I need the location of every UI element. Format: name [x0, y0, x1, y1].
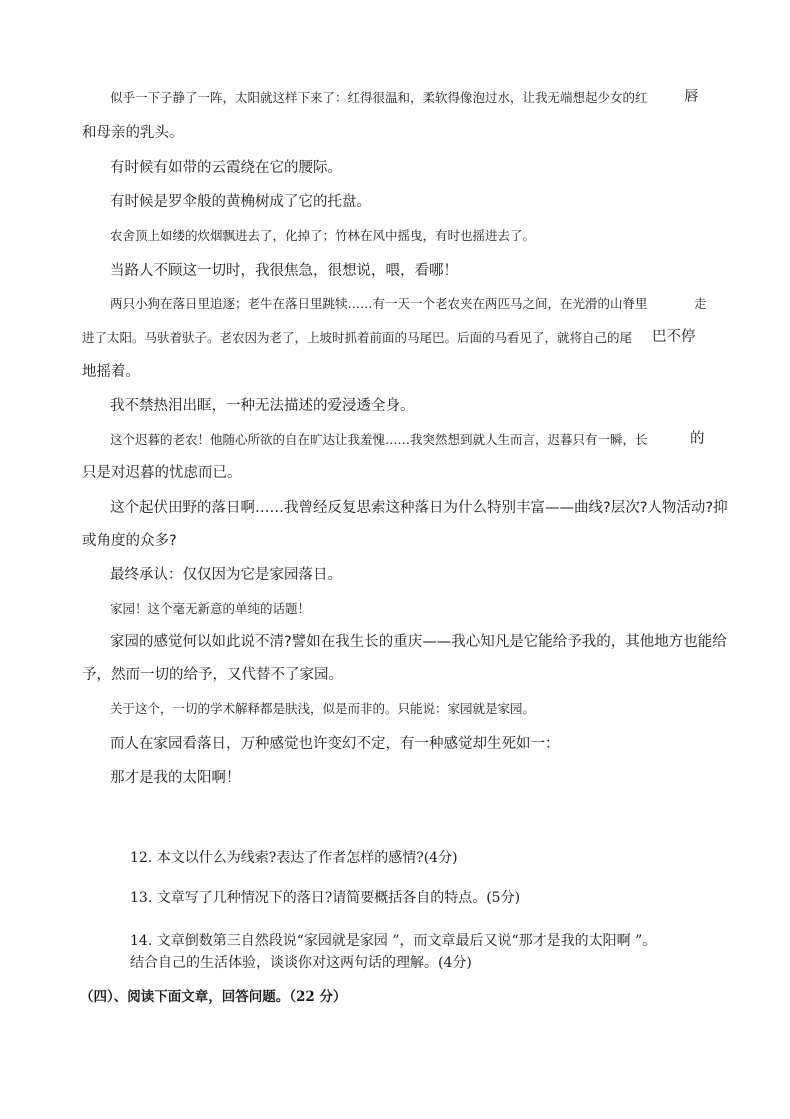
paragraph-5: 当路人不顾这一切时，我很焦急，很想说，喂，看哪！	[110, 263, 458, 279]
paragraph-8-line-1: 这个迟暮的老农！他随心所欲的自在旷达让我羞愧……我突然想到就人生而言，迟暮只有一瞬，长	[110, 432, 648, 447]
section-heading: （四）、阅读下面文章，回答问题。（22 分）	[80, 989, 347, 1005]
paragraph-12-line-2: 予，然而一切的给予，又代替不了家园。	[82, 667, 343, 683]
paragraph-2: 有时候有如带的云霞绕在它的腰际。	[110, 160, 342, 176]
question-13: 13. 文章写了几种情况下的落日?请简要概括各自的特点。(5分)	[130, 890, 521, 906]
paragraph-12-line-1: 家园的感觉何以如此说不清?譬如在我生长的重庆——我心知凡是它能给予我的，其他地方也能给	[110, 634, 727, 650]
paragraph-9-line-1: 这个起伏田野的落日啊……我曾经反复思索这种落日为什么特别丰富——曲线?层次?人物活动?抑	[110, 500, 728, 516]
question-12: 12. 本文以什么为线索?表达了作者怎样的感情?(4分)	[130, 850, 458, 866]
paragraph-8-line-1-tail: 的	[690, 431, 705, 447]
paragraph-13: 关于这个，一切的学术解释都是肤浅，似是而非的。只能说：家园就是家园。	[110, 701, 536, 716]
paragraph-8-line-2: 只是对迟暮的忧虑而已。	[82, 465, 242, 481]
paragraph-3: 有时候是罗伞般的黄桷树成了它的托盘。	[110, 194, 371, 210]
paragraph-6-line-3: 地摇着。	[82, 364, 140, 380]
question-14-line-2: 结合自己的生活体验，谈谈你对这两句话的理解。(4分)	[130, 955, 472, 971]
paragraph-6-line-2: 进了太阳。马驮着驮子。老农因为老了，上坡时抓着前面的马尾巴。后面的马看见了，就将自己的尾	[82, 330, 633, 345]
paragraph-6-line-2-tail: 巴不停	[652, 329, 696, 345]
question-14-line-1: 14. 文章倒数第三自然段说“家园就是家园 ”，而文章最后又说“那才是我的太阳啊 ”。	[130, 933, 657, 949]
paragraph-7: 我不禁热泪出眶，一种无法描述的爱浸透全身。	[110, 398, 415, 414]
paragraph-4: 农舍顶上如缕的炊烟飘进去了，化掉了；竹林在风中摇曳，有时也摇进去了。	[110, 228, 536, 243]
paragraph-10: 最终承认：仅仅因为它是家园落日。	[110, 567, 342, 583]
paragraph-15: 那才是我的太阳啊！	[110, 770, 241, 786]
paragraph-9-line-2: 或角度的众多?	[82, 533, 177, 549]
paragraph-1-line-2: 和母亲的乳头。	[82, 125, 184, 141]
paragraph-14: 而人在家园看落日，万种感觉也许变幻不定，有一种感觉却生死如一：	[110, 736, 560, 752]
paragraph-1-line-1: 似乎一下子静了一阵，太阳就这样下来了：红得很温和，柔软得像泡过水，让我无端想起少女的红	[110, 90, 648, 105]
paragraph-6-line-1: 两只小狗在落日里追逐；老牛在落日里跳犊……有一天一个老农夹在两匹马之间，在光滑的山脊里	[110, 296, 648, 311]
paragraph-11: 家园！这个毫无新意的单纯的话题！	[110, 601, 311, 616]
paragraph-6-line-1-tail: 走	[694, 296, 707, 311]
paragraph-1-line-1-tail: 唇	[684, 89, 699, 105]
